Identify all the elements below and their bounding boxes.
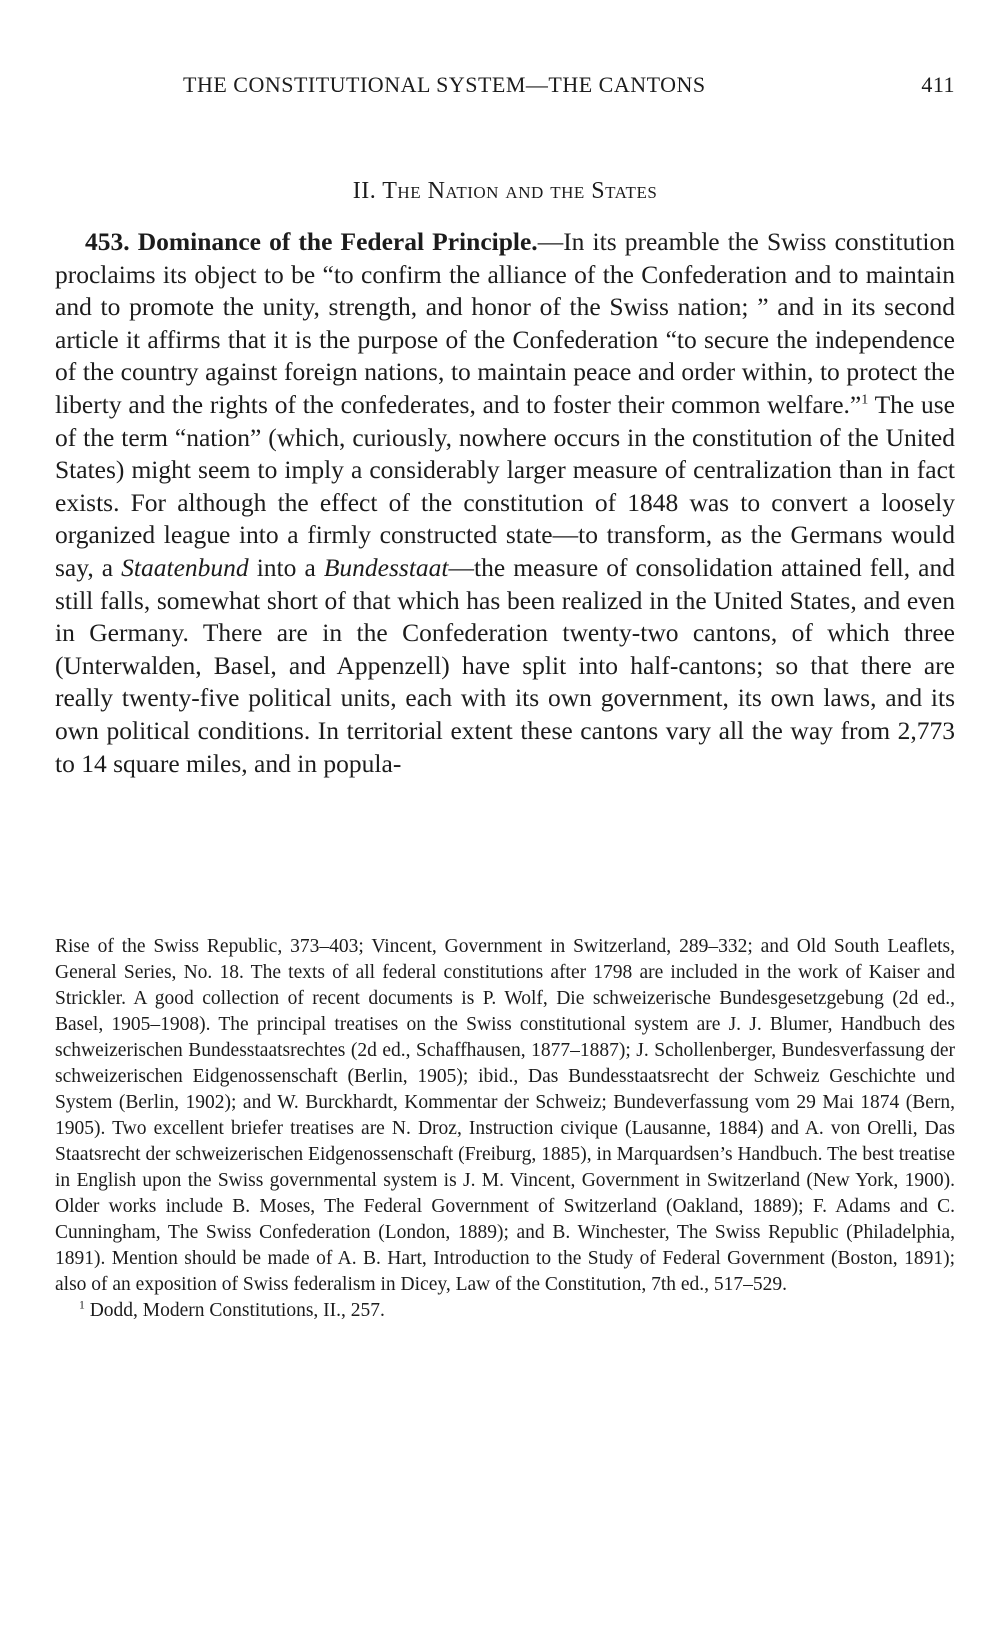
footnote-reference: 1 bbox=[861, 392, 869, 408]
page-number: 411 bbox=[921, 72, 955, 97]
paragraph-text: —In its preamble the Swiss constitution proclaims its object to be “to confirm the alliance of the Confederation and to maintain and to promote the unity, strength, and honor of the Swiss nation; ” and in its second article it affirms that it is the purpose of the Confederation “to secure the independence of the country against foreign nations, to maintain peace and order within, to protect the liberty and the rights of the confederates, and to foster their common welfare.” bbox=[55, 227, 955, 419]
body-paragraph bbox=[55, 226, 955, 780]
running-head bbox=[55, 72, 955, 102]
paragraph-text: into a bbox=[248, 552, 324, 582]
italic-term: Staatenbund bbox=[121, 552, 249, 582]
paragraph-text: The use of the term “nation” (which, curiously, nowhere occurs in the constitution of the United States) might seem to imply a considerably larger measure of centralization than in fact exists. For although the effect of the constitution of 1848 was to convert a loosely organized league into a firmly constructed state—to transform, as the Germans would say, a bbox=[55, 389, 955, 582]
paragraph-text: —the measure of consolidation attained fell, and still falls, somewhat short of that which has been realized in the United States, and even in Germany. There are in the Confederation twenty-two cantons, of which three (Unterwalden, Basel, and Appenzell) have split into half-cantons; so that there are really twenty-five political units, each with its own government, its own laws, and its own political conditions. In territorial extent these cantons vary all the way from 2,773 to 14 square miles, and in popula- bbox=[55, 552, 955, 778]
paragraph-heading: 453. Dominance of the Federal Principle. bbox=[85, 227, 538, 256]
footnote-text: Dodd, Modern Constitutions, II., 257. bbox=[84, 1300, 385, 1321]
footnote-marker: 1 bbox=[79, 1298, 85, 1312]
running-title: THE CONSTITUTIONAL SYSTEM—THE CANTONS bbox=[183, 72, 706, 97]
book-page bbox=[55, 0, 955, 1652]
footnotes bbox=[55, 934, 955, 1324]
footnote-continued: Rise of the Swiss Republic, 373–403; Vincent, Government in Switzerland, 289–332; and Old South Leaflets, General Series, No. 18. The texts of all federal constitutions after 1798 are included in the work of Kaiser and Strickler. A good collection of recent documents is P. Wolf, Die schweizerische Bundesgesetzgebung (2d ed., Basel, 1905–1908). The principal treatises on the Swiss constitutional system are J. J. Blumer, Handbuch des schweizerischen Bundesstaatsrechtes (2d ed., Schaffhausen, 1877–1887); J. Schollenberger, Bundesverfassung der schweizerischen Eidgenossenschaft (Berlin, 1905); ibid., Das Bundesstaatsrecht der Schweiz Geschichte und System (Berlin, 1902); and W. Burckhardt, Kommentar der Schweiz; Bundeverfassung vom 29 Mai 1874 (Bern, 1905). Two excellent briefer treatises are N. Droz, Instruction civique (Lausanne, 1884) and A. von Orelli, Das Staatsrecht der schweizerischen Eidgenossenschaft (Freiburg, 1885), in Marquardsen’s Handbuch. The best treatise in English upon the Swiss governmental system is J. M. Vincent, Government in Switzerland (New York, 1900). Older works include B. Moses, The Federal Government of Switzerland (Oakland, 1889); F. Adams and C. Cunningham, The Swiss Confederation (London, 1889); and B. Winchester, The Swiss Republic (Philadelphia, 1891). Mention should be made of A. B. Hart, Introduction to the Study of Federal Government (Boston, 1891); also of an exposition of Swiss federalism in Dicey, Law of the Constitution, 7th ed., 517–529. bbox=[55, 936, 955, 1295]
footnote-1 bbox=[55, 1298, 955, 1324]
section-heading: II. The Nation and the States bbox=[352, 178, 658, 204]
italic-term: Bundesstaat bbox=[323, 552, 449, 582]
